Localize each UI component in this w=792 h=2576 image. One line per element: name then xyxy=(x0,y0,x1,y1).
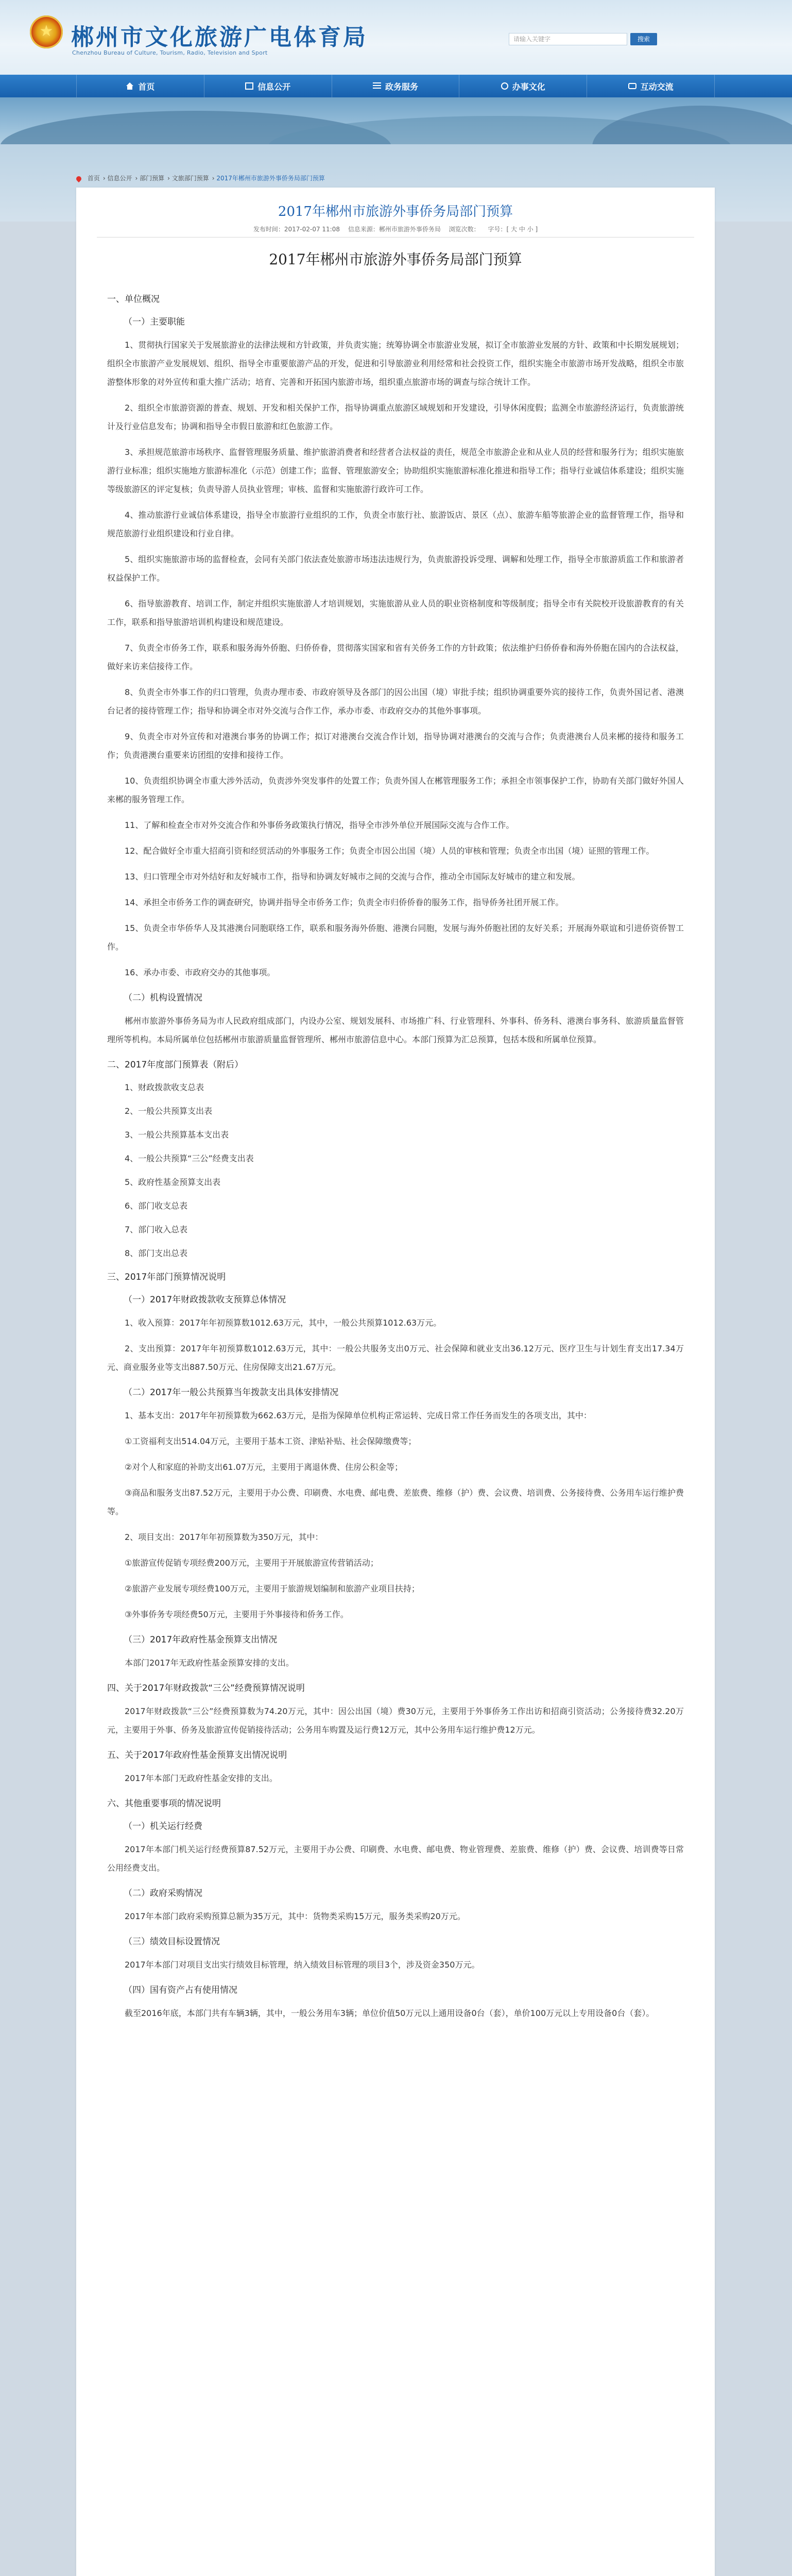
site-header xyxy=(0,0,792,75)
article-para: ①旅游宣传促销专项经费200万元，主要用于开展旅游宣传营销活动； xyxy=(125,1558,378,1568)
national-emblem-icon xyxy=(30,15,63,48)
nav-label: 政务服务 xyxy=(385,81,418,92)
nav-item-interact[interactable] xyxy=(587,75,715,97)
article-para: 截至2016年底，本部门共有车辆3辆，其中，一般公务用车3辆；单位价值50万元以上通用设备0台（套），单价100万元以上专用设备0台（套）。 xyxy=(125,2008,655,2018)
article-para: 13、归口管理全市对外结好和友好城市工作，指导和协调友好城市之间的交流与合作，推动全市国际友好城市的建立和发展。 xyxy=(125,872,580,882)
article-para: 2017年本部门对项目支出实行绩效目标管理，纳入绩效目标管理的项目3个，涉及资金350万元。 xyxy=(125,1960,480,1970)
breadcrumb-item[interactable]: 部门预算 xyxy=(140,175,165,182)
article-para: 2、支出预算：2017年年初预算数1012.63万元，其中：一般公共服务支出0万元、社会保障和就业支出36.12万元、医疗卫生与计划生育支出17.34万元、商业服务业等支出887.50万元、住房保障支出21.67万元。 xyxy=(107,1344,684,1372)
article-para: 3、承担规范旅游市场秩序、监督管理服务质量、维护旅游消费者和经营者合法权益的责任，规范全市旅游企业和从业人员的经营和服务行为；组织实施旅游行业标准；组织实施地方旅游标准化（示范）创建工作；监督、管理旅游安全；协助组织实施旅游标准化推进和指导工作；指导行业诚信体系建设；组织实施等级旅游区的评定复核；负责导游人员执业管理；审核、监督和实施旅游行政许可工作。 xyxy=(107,447,684,494)
article-para: 15、负责全市华侨华人及其港澳台同胞联络工作，联系和服务海外侨胞、港澳台同胞，发展与海外侨胞社团的友好关系；开展海外联谊和引进侨资侨智工作。 xyxy=(107,923,684,952)
article-para: 6、指导旅游教育、培训工作，制定并组织实施旅游人才培训规划，实施旅游从业人员的职业资格制度和等级制度；指导全市有关院校开设旅游教育的有关工作，联系和指导旅游培训机构建设和规范建设。 xyxy=(107,599,684,627)
article-para: 本部门2017年无政府性基金预算安排的支出。 xyxy=(125,1658,294,1668)
article-listitem: 5、政府性基金预算支出表 xyxy=(125,1177,221,1187)
breadcrumb-item[interactable]: 首页 xyxy=(87,175,100,182)
location-pin-icon xyxy=(75,175,82,182)
article-para: 10、负责组织协调全市重大涉外活动，负责涉外突发事件的处置工作；负责外国人在郴管理服务工作；承担全市领事保护工作，协助有关部门做好外国人来郴的服务管理工作。 xyxy=(107,776,684,804)
breadcrumb-item[interactable]: 文旅部门预算 xyxy=(171,175,209,182)
article-heading: 四、关于2017年财政拨款“三公”经费预算情况说明 xyxy=(107,1683,305,1693)
article-para: 1、基本支出：2017年年初预算数为662.63万元，是指为保障单位机构正常运转、完成日常工作任务而发生的各项支出，其中： xyxy=(125,1411,592,1420)
service-icon xyxy=(501,82,508,90)
article-para: ③外事侨务专项经费50万元，主要用于外事接待和侨务工作。 xyxy=(125,1609,349,1619)
article-para: 郴州市旅游外事侨务局为市人民政府组成部门，内设办公室、规划发展科、市场推广科、行业管理科、外事科、侨务科、港澳台事务科、旅游质量监督管理所等机构。本局所属单位包括郴州市旅游质量监督管理所、郴州市旅游信息中心。本部门预算为汇总预算，包括本级和所属单位预算。 xyxy=(107,1016,684,1044)
article-para: 2017年本部门无政府性基金安排的支出。 xyxy=(125,1773,278,1783)
article-meta xyxy=(76,225,715,233)
article-title: 2017年郴州市旅游外事侨务局部门预算 xyxy=(278,204,513,219)
nav-label: 信息公开 xyxy=(257,81,291,92)
article-listitem: 6、部门收支总表 xyxy=(125,1201,188,1211)
title-divider xyxy=(97,237,694,238)
article-para: 1、收入预算：2017年年初预算数1012.63万元，其中，一般公共预算1012.63万元。 xyxy=(125,1318,442,1328)
nav-label: 首页 xyxy=(138,81,155,92)
article-para: 2017年本部门政府采购预算总额为35万元，其中：货物类采购15万元，服务类采购20万元。 xyxy=(125,1911,466,1921)
article-subheading: （一）主要职能 xyxy=(124,317,185,327)
article-para: 1、贯彻执行国家关于发展旅游业的法律法规和方针政策，并负责实施；统筹协调全市旅游业发展，拟订全市旅游业发展的方针、政策和中长期发展规划；组织全市旅游产业发展规划、组织、指导全市重要旅游产品的开发，促进和引导旅游业利用经常和社会投资工作，组织实施全市旅游市场开发战略，组织全市旅游整体形象的对外宣传和重大推广活动；培育、完善和开拓国内旅游市场，组织重点旅游市场的调查与综合统计工作。 xyxy=(107,340,684,387)
article-subheading: （二）机构设置情况 xyxy=(124,993,202,1003)
search-button[interactable]: 搜索 xyxy=(630,33,657,45)
article-para: ③商品和服务支出87.52万元，主要用于办公费、印刷费、水电费、邮电费、差旅费、维修（护）费、会议费、培训费、公务接待费、公务用车运行维护费等。 xyxy=(107,1488,684,1516)
font-size-selector[interactable]: 字号：[ 大 中 小 ] xyxy=(488,226,538,233)
home-icon xyxy=(126,82,134,90)
article-listitem: 8、部门支出总表 xyxy=(125,1248,188,1258)
nav-item-service[interactable] xyxy=(332,75,460,97)
article-subheading: （二）政府采购情况 xyxy=(124,1888,202,1899)
article-panel xyxy=(76,188,715,2576)
article-para: 2、项目支出：2017年年初预算数为350万元，其中： xyxy=(125,1532,323,1542)
article-heading: 五、关于2017年政府性基金预算支出情况说明 xyxy=(107,1750,287,1760)
site-title[interactable]: 郴州市文化旅游广电体育局 xyxy=(71,24,368,50)
breadcrumb: 首页 › 信息公开 › 部门预算 › 文旅部门预算 › 2017年郴州市旅游外事侨务局部门预算 xyxy=(76,172,715,184)
view-count: 浏览次数： xyxy=(449,226,480,233)
article-listitem: 2、一般公共预算支出表 xyxy=(125,1106,213,1116)
article-para: 2017年本部门机关运行经费预算87.52万元，主要用于办公费、印刷费、水电费、邮电费、物业管理费、差旅费、维修（护）费、会议费、培训费等日常公用经费支出。 xyxy=(107,1844,684,1873)
article-para: ②对个人和家庭的补助支出61.07万元，主要用于离退休费、住房公积金等； xyxy=(125,1462,403,1472)
article-para: 16、承办市委、市政府交办的其他事项。 xyxy=(125,968,276,977)
article-listitem: 3、一般公共预算基本支出表 xyxy=(125,1130,229,1140)
nav-item-home[interactable] xyxy=(76,75,204,97)
nav-label: 办事文化 xyxy=(512,81,545,92)
article-para: ②旅游产业发展专项经费100万元，主要用于旅游规划编制和旅游产业项目扶持； xyxy=(125,1584,420,1594)
article-subheading: （四）国有资产占有使用情况 xyxy=(124,1985,237,1995)
nav-item-info[interactable] xyxy=(204,75,332,97)
article-para: 2、组织全市旅游资源的普查、规划、开发和相关保护工作，指导协调重点旅游区域规划和开发建设，引导休闲度假；监测全市旅游经济运行，负责旅游统计及行业信息发布；协调和指导全市假日旅游和红色旅游工作。 xyxy=(107,403,684,431)
search-input[interactable]: 请输入关键字 xyxy=(509,33,627,45)
publish-date: 发布时间：2017-02-07 11:08 xyxy=(253,226,340,233)
nav-label: 互动交流 xyxy=(640,81,674,92)
article-para: 9、负责全市对外宣传和对港澳台事务的协调工作；拟订对港澳台交流合作计划，指导协调对港澳台的交流与合作；负责港澳台人员来郴的接待和服务工作；负责港澳台重要来访团组的安排和接待工作。 xyxy=(107,732,684,760)
list-icon xyxy=(373,82,381,90)
article-subheading: （三）绩效目标设置情况 xyxy=(124,1937,220,1947)
article-heading: 一、单位概况 xyxy=(107,294,160,304)
article-heading: 二、2017年度部门预算表（附后） xyxy=(107,1060,244,1070)
site-subtitle: Chenzhou Bureau of Culture, Tourism, Radio, Television and Sport xyxy=(72,49,268,56)
article-listitem: 1、财政拨款收支总表 xyxy=(125,1082,204,1092)
article-body xyxy=(107,291,684,2030)
breadcrumb-current: 2017年郴州市旅游外事侨务局部门预算 xyxy=(216,175,325,182)
info-source: 信息来源：郴州市旅游外事侨务局 xyxy=(348,226,441,233)
article-listitem: 7、部门收入总表 xyxy=(125,1225,188,1234)
nav-item-culture[interactable] xyxy=(459,75,587,97)
article-para: 2017年财政拨款“三公”经费预算数为74.20万元，其中：因公出国（境）费30万元，主要用于外事侨务工作出访和招商引资活动；公务接待费32.20万元，主要用于外事、侨务及旅游宣传促销接待活动；公务用车购置及运行费12万元，其中公务用车运行维护费12万元。 xyxy=(107,1706,684,1735)
article-heading: 六、其他重要事项的情况说明 xyxy=(107,1799,221,1809)
breadcrumb-item[interactable]: 信息公开 xyxy=(107,175,132,182)
main-nav xyxy=(0,75,792,97)
article-para: 8、负责全市外事工作的归口管理，负责办理市委、市政府领导及各部门的因公出国（境）审批手续；组织协调重要外宾的接待工作，负责外国记者、港澳台记者的接待管理工作；指导和协调全市对外交流与合作工作，承办市委、市政府交办的其他外事事项。 xyxy=(107,687,684,716)
article-para: 14、承担全市侨务工作的调查研究，协调并指导全市侨务工作；负责全市归侨侨眷的服务工作，指导侨务社团开展工作。 xyxy=(125,897,564,907)
article-para: 4、推动旅游行业诚信体系建设，指导全市旅游行业组织的工作，负责全市旅行社、旅游饭店、景区（点）、旅游车船等旅游企业的监督管理工作，指导和规范旅游行业组织建设和行业自律。 xyxy=(107,510,684,538)
article-subheading: （三）2017年政府性基金预算支出情况 xyxy=(124,1635,278,1645)
chat-icon xyxy=(628,83,636,89)
article-heading: 三、2017年部门预算情况说明 xyxy=(107,1272,226,1282)
article-subheading: （一）2017年财政拨款收支预算总体情况 xyxy=(124,1295,286,1305)
document-title: 2017年郴州市旅游外事侨务局部门预算 xyxy=(269,251,522,268)
article-para: 5、组织实施旅游市场的监督检查，会同有关部门依法查处旅游市场违法违规行为，负责旅游投诉受理、调解和处理工作，指导全市旅游质监工作和旅游者权益保护工作。 xyxy=(107,554,684,583)
article-para: ①工资福利支出514.04万元，主要用于基本工资、津贴补贴、社会保障缴费等； xyxy=(125,1436,417,1446)
article-subheading: （二）2017年一般公共预算当年拨款支出具体安排情况 xyxy=(124,1387,339,1398)
article-para: 7、负责全市侨务工作，联系和服务海外侨胞、归侨侨眷，贯彻落实国家和省有关侨务工作的方针政策；依法维护归侨侨眷和海外侨胞在国内的合法权益，做好来访来信接待工作。 xyxy=(107,643,684,671)
article-para: 11、了解和检查全市对外交流合作和外事侨务政策执行情况，指导全市涉外单位开展国际交流与合作工作。 xyxy=(125,820,514,830)
document-icon xyxy=(245,82,253,90)
article-para: 12、配合做好全市重大招商引资和经贸活动的外事服务工作；负责全市因公出国（境）人员的审核和管理；负责全市出国（境）证照的管理工作。 xyxy=(125,846,655,856)
article-listitem: 4、一般公共预算“三公”经费支出表 xyxy=(125,1154,254,1163)
article-subheading: （一）机关运行经费 xyxy=(124,1821,202,1832)
